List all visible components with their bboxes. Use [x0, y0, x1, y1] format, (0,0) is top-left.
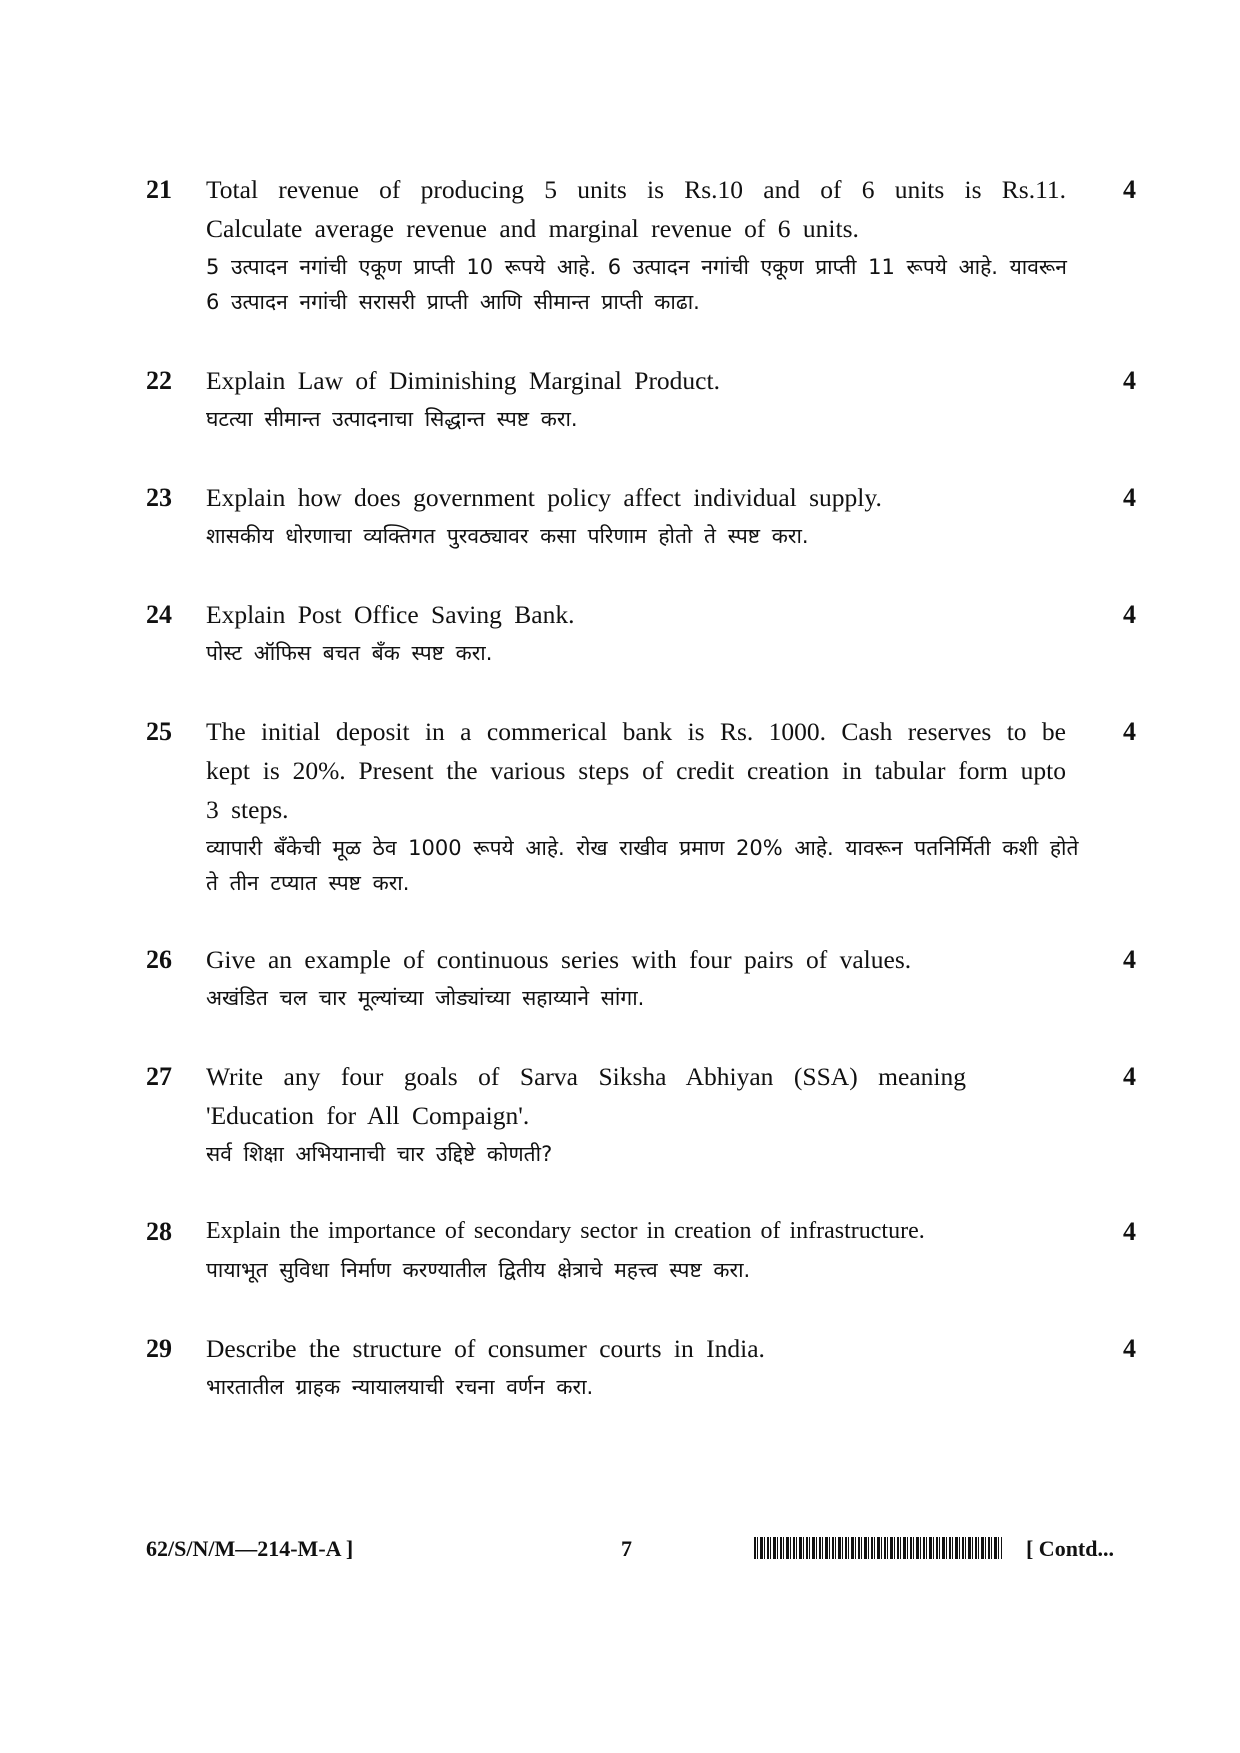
question-text-english: Explain how does government policy affect individual supply.	[206, 483, 882, 512]
question-text-english: Explain the importance of secondary sector in creation of infrastructure.	[206, 1218, 925, 1244]
question-body	[206, 170, 1086, 320]
question-number: 21	[146, 175, 172, 204]
question-body	[206, 361, 1086, 437]
question-body	[206, 595, 1086, 671]
question-body	[206, 478, 1086, 554]
question-marks: 4	[1123, 945, 1136, 974]
question-text-english: The initial deposit in a commerical bank is Rs. 1000. Cash reserves to be kept is 20%. Present the various steps of credit creation in tabular form upto 3 steps.	[206, 717, 1066, 824]
question-text-english: Explain Law of Diminishing Marginal Product.	[206, 366, 720, 395]
question-body	[206, 1212, 1086, 1288]
question-text-marathi: सर्व शिक्षा अभियानाची चार उद्दिष्टे कोणती?	[206, 1142, 553, 1166]
page-footer	[146, 1530, 1136, 1570]
question-number: 24	[146, 600, 172, 629]
question-text-marathi: भारतातील ग्राहक न्यायालयाची रचना वर्णन करा.	[206, 1375, 594, 1399]
question-number: 25	[146, 717, 172, 746]
question-marks: 4	[1123, 717, 1136, 746]
question-text-english: Describe the structure of consumer courts in India.	[206, 1334, 765, 1363]
page-number: 7	[621, 1536, 632, 1561]
question-body	[206, 940, 1086, 1016]
question-text-marathi: अखंडित चल चार मूल्यांच्या जोड्यांच्या सहाय्याने सांगा.	[206, 986, 645, 1010]
question-body	[206, 712, 1086, 901]
question-text-english: Give an example of continuous series with four pairs of values.	[206, 945, 912, 974]
question-text-marathi: पोस्ट ऑफिस बचत बॅंक स्पष्ट करा.	[206, 641, 493, 665]
question-marks: 4	[1123, 175, 1136, 204]
barcode-icon	[754, 1537, 1002, 1559]
question-marks: 4	[1123, 366, 1136, 395]
question-text-marathi: 5 उत्पादन नगांची एकूण प्राप्ती 10 रूपये आहे. 6 उत्पादन नगांची एकूण प्राप्ती 11 रूपये आहे. यावरून 6 उत्पादन नगांची सरासरी प्राप्ती आणि सीमान्त प्राप्ती काढा.	[206, 255, 1067, 314]
question-text-english: Total revenue of producing 5 units is Rs.10 and of 6 units is Rs.11. Calculate average revenue and marginal revenue of 6 units.	[206, 175, 1066, 243]
question-number: 22	[146, 366, 172, 395]
question-marks: 4	[1123, 1334, 1136, 1363]
question-number: 28	[146, 1217, 172, 1246]
question-text-english: Write any four goals of Sarva Siksha Abhiyan (SSA) meaning 'Education for All Compaign'.	[206, 1062, 966, 1130]
question-marks: 4	[1123, 600, 1136, 629]
question-marks: 4	[1123, 1217, 1136, 1246]
question-text-marathi: पायाभूत सुविधा निर्माण करण्यातील द्वितीय क्षेत्राचे महत्त्व स्पष्ट करा.	[206, 1258, 751, 1282]
question-number: 29	[146, 1334, 172, 1363]
continued-label: [ Contd...	[1025, 1536, 1114, 1561]
question-number: 23	[146, 483, 172, 512]
question-body	[206, 1057, 1086, 1172]
question-number: 26	[146, 945, 172, 974]
question-text-english: Explain Post Office Saving Bank.	[206, 600, 575, 629]
question-text-marathi: शासकीय धोरणाचा व्यक्तिगत पुरवठ्यावर कसा परिणाम होतो ते स्पष्ट करा.	[206, 524, 809, 548]
question-text-marathi: व्यापारी बॅंकेची मूळ ठेव 1000 रूपये आहे. रोख राखीव प्रमाण 20% आहे. यावरून पतनिर्मिती कशी होते ते तीन टप्यात स्पष्ट करा.	[206, 836, 1079, 895]
question-marks: 4	[1123, 483, 1136, 512]
paper-code: 62/S/N/M—214-M-A ]	[146, 1536, 354, 1561]
question-body	[206, 1329, 1086, 1405]
question-marks: 4	[1123, 1062, 1136, 1091]
question-text-marathi: घटत्या सीमान्त उत्पादनाचा सिद्धान्त स्पष्ट करा.	[206, 407, 578, 431]
question-number: 27	[146, 1062, 172, 1091]
